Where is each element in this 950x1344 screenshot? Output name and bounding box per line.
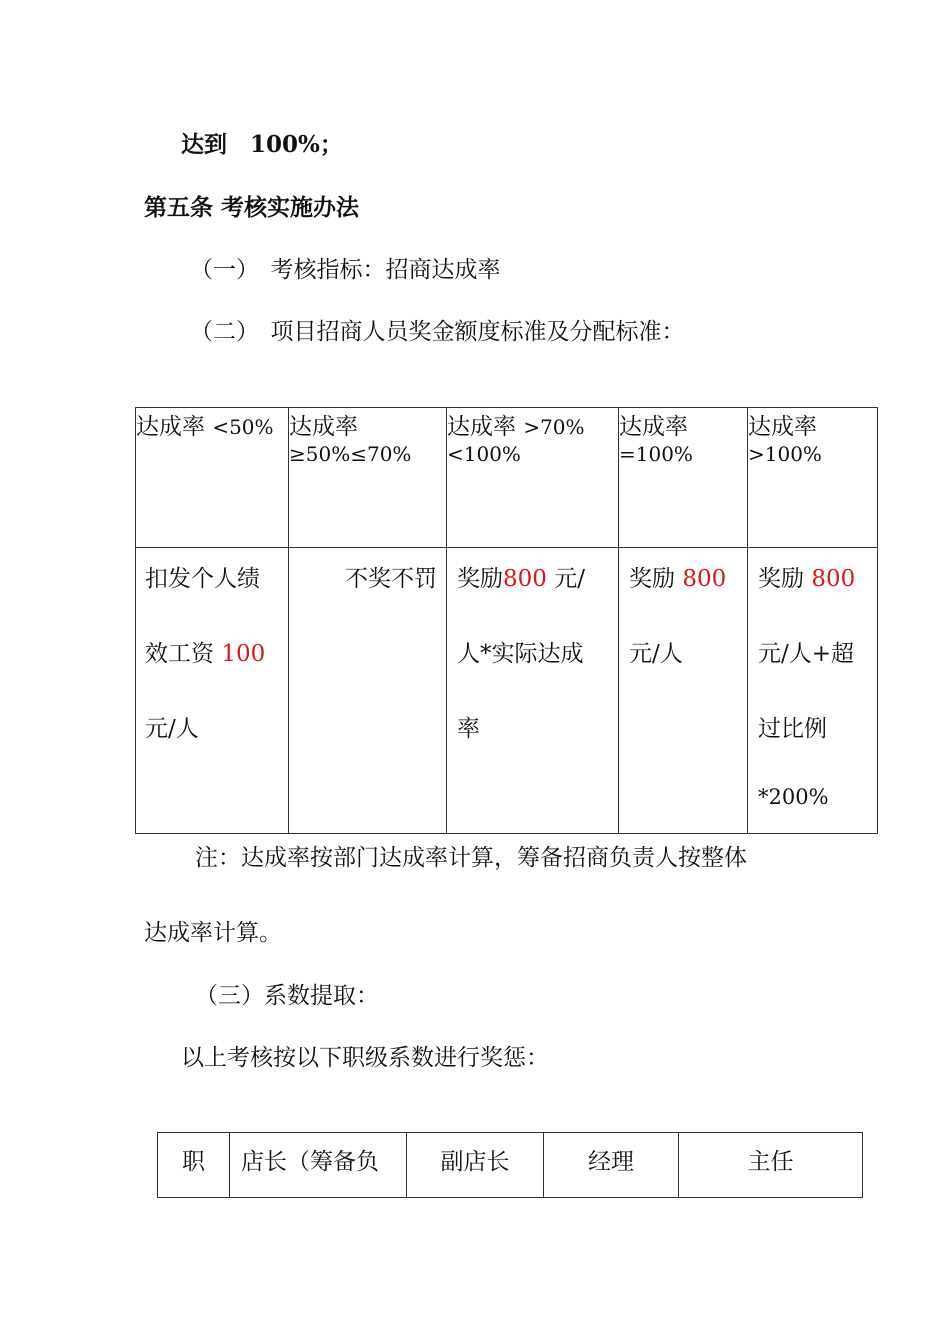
header-range: >100% xyxy=(748,442,822,466)
cell-text-part: 奖励 xyxy=(629,566,683,592)
rank-header-cell xyxy=(230,1133,407,1198)
header-range: =100% xyxy=(619,442,693,466)
header-range: >70%<100% xyxy=(447,415,585,466)
amount-highlight: 800 xyxy=(811,566,856,592)
cell-text: 过比例 xyxy=(758,716,827,742)
header-cell-eq100 xyxy=(619,408,748,548)
cell-eq100 xyxy=(619,548,748,834)
cell-text: 人*实际达成 xyxy=(457,641,584,667)
cell-gt100 xyxy=(748,548,878,834)
cell-text: 不奖不罚 xyxy=(345,566,437,592)
header-range: <50% xyxy=(212,415,274,439)
note-line-2: 达成率计算。 xyxy=(144,920,282,946)
header-label: 达成率 xyxy=(748,414,817,440)
coefficient-intro-line: 以上考核按以下职级系数进行奖惩： xyxy=(181,1045,549,1071)
bonus-table xyxy=(135,407,878,834)
amount-highlight: 800 xyxy=(503,566,547,592)
cell-text: 率 xyxy=(457,716,480,742)
rank-coefficient-table xyxy=(157,1132,863,1198)
rank-header-cell xyxy=(158,1133,230,1198)
header-label: 达成率 xyxy=(136,414,205,440)
cell-text-part: 效工资 xyxy=(145,641,222,667)
cell-text xyxy=(758,560,855,593)
cell-text-part: 奖励 xyxy=(457,566,503,592)
rank-header-cell xyxy=(407,1133,544,1198)
rank-header-label: 经理 xyxy=(588,1149,634,1175)
header-label: 达成率 xyxy=(289,414,358,440)
article-5-heading: 第五条 考核实施办法 xyxy=(144,194,360,221)
cell-text xyxy=(145,635,265,668)
cell-text: 元/人 xyxy=(629,641,683,667)
header-range: ≥50%≤70% xyxy=(289,442,412,466)
cell-text: *200% xyxy=(758,785,829,809)
cell-text-part: 元/ xyxy=(546,566,585,592)
cell-text: 扣发个人绩 xyxy=(145,566,260,592)
cell-text-part: 奖励 xyxy=(758,566,812,592)
rank-header-label: 职 xyxy=(182,1149,205,1175)
cell-70-100 xyxy=(447,548,619,834)
amount-highlight: 100 xyxy=(221,641,266,667)
rank-header-label: 副店长 xyxy=(440,1149,510,1175)
header-label: 达成率 xyxy=(619,414,688,440)
rank-header-label: 店长（筹备负 xyxy=(241,1149,379,1175)
reach-100-line: 达到 100%； xyxy=(181,131,343,158)
amount-highlight: 800 xyxy=(682,566,727,592)
header-label: 达成率 xyxy=(447,414,516,440)
header-cell-70-100 xyxy=(447,408,619,548)
cell-text xyxy=(457,560,585,593)
cell-text: 元/人 xyxy=(145,716,199,742)
header-cell-50-70 xyxy=(289,408,447,548)
bonus-table-header-row xyxy=(136,408,878,548)
rank-header-cell xyxy=(544,1133,679,1198)
header-cell-lt50 xyxy=(136,408,289,548)
header-cell-gt100 xyxy=(748,408,878,548)
cell-50-70 xyxy=(289,548,447,834)
rank-header-cell xyxy=(679,1133,863,1198)
rank-table-header-row xyxy=(158,1133,863,1198)
cell-text xyxy=(629,560,726,593)
cell-lt50 xyxy=(136,548,289,834)
rank-header-label: 主任 xyxy=(747,1149,794,1175)
note-line-1: 注：达成率按部门达成率计算，筹备招商负责人按整体 xyxy=(195,845,747,871)
cell-text: 元/人+超 xyxy=(758,641,855,667)
item-3-line: （三）系数提取： xyxy=(195,983,379,1009)
bonus-table-body-row xyxy=(136,548,878,834)
item-1-line: （一） 考核指标：招商达成率 xyxy=(190,257,501,283)
item-2-line: （二） 项目招商人员奖金额度标准及分配标准： xyxy=(190,319,685,345)
